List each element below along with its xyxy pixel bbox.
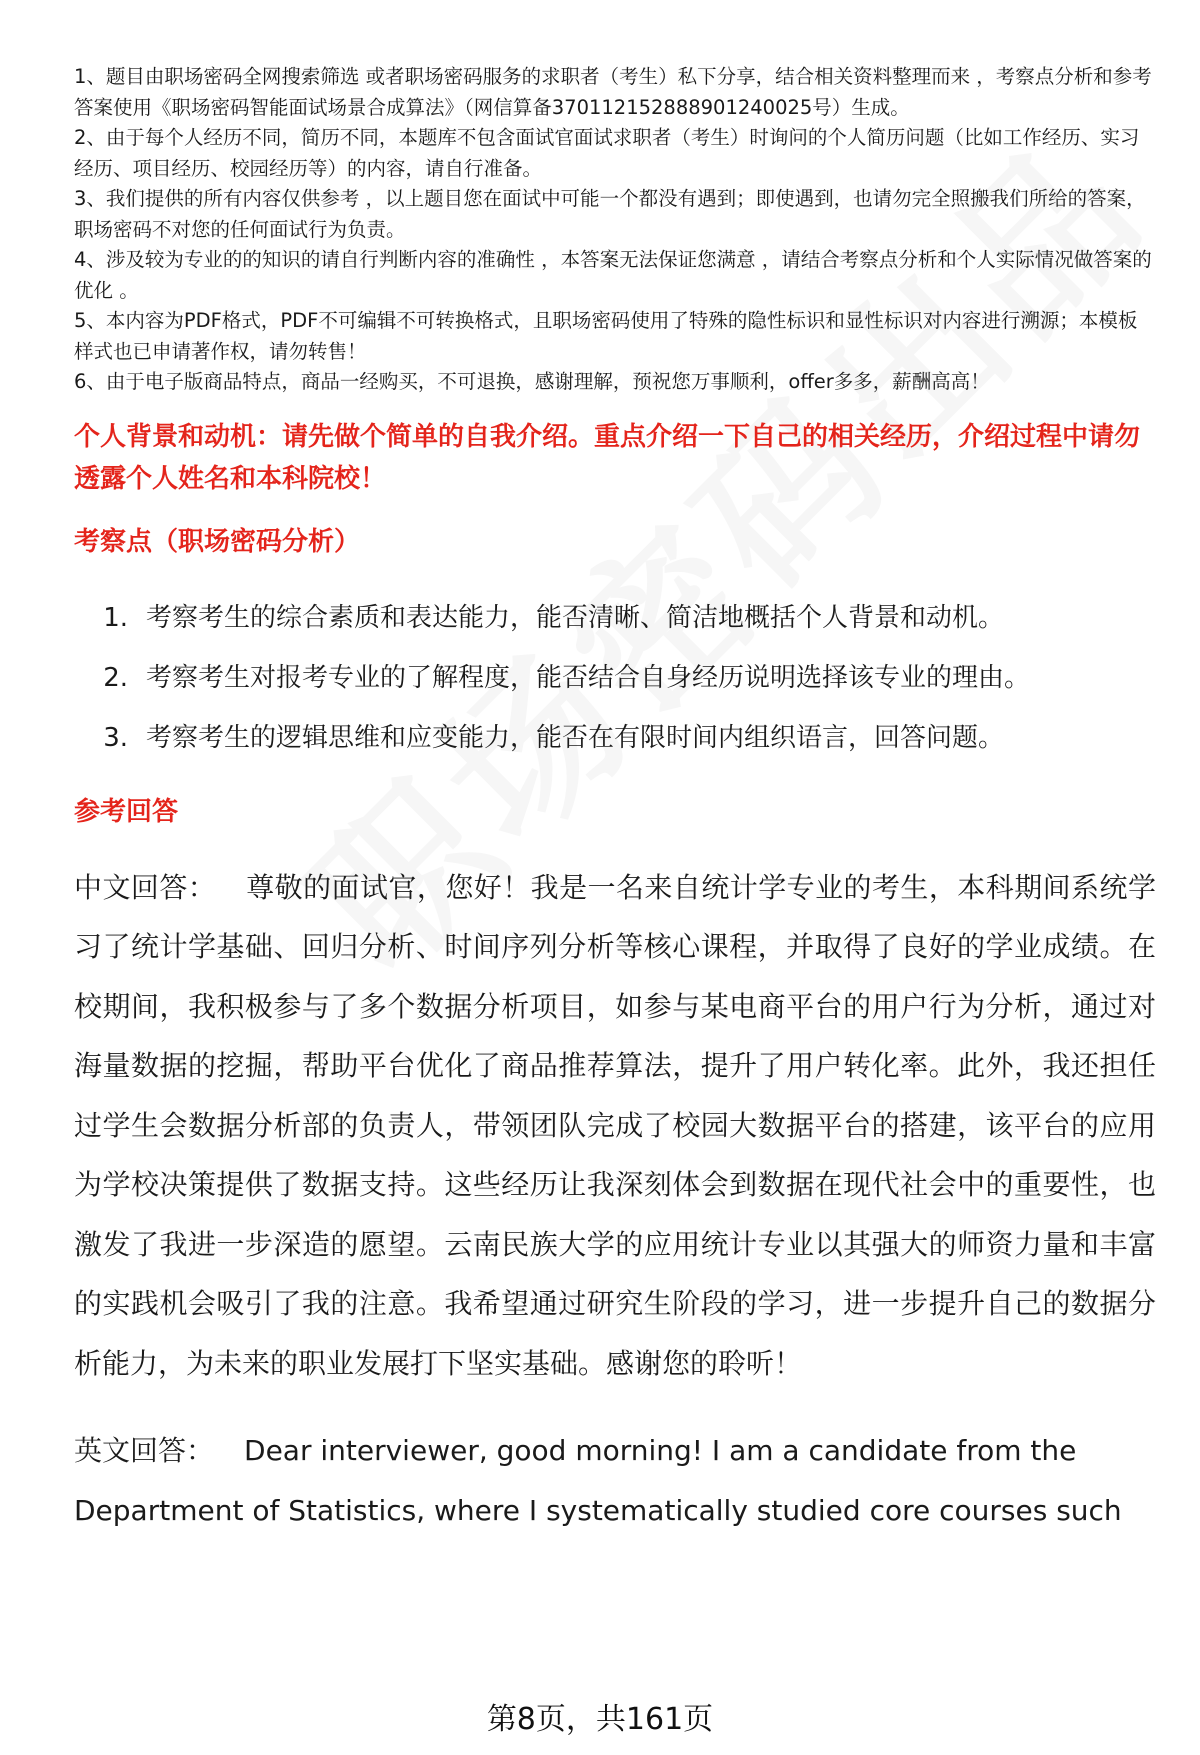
point-number: 2. (103, 662, 128, 693)
note-item: 4、涉及较为专业的的知识的请自行判断内容的准确性 ，本答案无法保证您满意 ，请结合考察点分析和个人实际情况做答案的优化 。 (74, 248, 1152, 302)
answer-heading: 参考回答 (74, 796, 179, 827)
answer-chinese-text: 尊敬的面试官，您好！我是一名来自统计学专业的考生，本科期间系统学习了统计学基础、回归分析、时间序列分析等核心课程，并取得了良好的学业成绩。在校期间，我积极参与了多个数据分析项目，如参与某电商平台的用户行为分析，通过对海量数据的挖掘，帮助平台优化了商品推荐算法，提升了用户转化率。此外，我还担任过学生会数据分析部的负责人，带领团队完成了校园大数据平台的搭建，该平台的应用为学校决策提供了数据支持。这些经历让我深刻体会到数据在现代社会中的重要性，也激发了我进一步深造的愿望。云南民族大学的应用统计专业以其强大的师资力量和丰富的实践机会吸引了我的注意。我希望通过研究生阶段的学习，进一步提升自己的数据分析能力，为未来的职业发展打下坚实基础。感谢您的聆听！ (74, 870, 1156, 1380)
note-item: 6、由于电子版商品特点，商品一经购买，不可退换，感谢理解，预祝您万事顺利，offer多多，薪酬高高！ (74, 370, 990, 393)
page-footer: 第8页，共161页 (486, 1702, 714, 1737)
answer-english-text: Dear interviewer, good morning! I am a candidate from the Department of Statistics, where I systematically studied core courses such (74, 1434, 1122, 1527)
point-text: 考察考生对报考专业的了解程度，能否结合自身经历说明选择该专业的理由。 (146, 662, 1031, 693)
note-item: 1、题目由职场密码全网搜索筛选 或者职场密码服务的求职者（考生）私下分享，结合相关资料整理而来 ，考察点分析和参考答案使用《职场密码智能面试场景合成算法》（网信算备370112152888901240025号）生成。 (74, 65, 1152, 119)
point-text: 考察考生的逻辑思维和应变能力，能否在有限时间内组织语言，回答问题。 (146, 722, 1005, 753)
note-item: 5、本内容为PDF格式，PDF不可编辑不可转换格式，且职场密码使用了特殊的隐性标识和显性标识对内容进行溯源；本模板样式也已申请著作权，请勿转售！ (74, 309, 1138, 363)
analysis-point (74, 648, 1156, 708)
question-title: 个人背景和动机：请先做个简单的自我介绍。重点介绍一下自己的相关经历，介绍过程中请勿透露个人姓名和本科院校！ (74, 421, 1141, 494)
disclaimer-notes (74, 62, 1156, 398)
point-text: 考察考生的综合素质和表达能力，能否清晰、简洁地概括个人背景和动机。 (146, 602, 1005, 633)
analysis-heading: 考察点（职场密码分析） (74, 526, 361, 557)
answer-english-label: 英文回答： (74, 1434, 215, 1467)
answer-chinese (74, 858, 1156, 1394)
analysis-points (74, 588, 1156, 768)
answer-chinese-label: 中文回答： (74, 870, 217, 904)
note-item: 2、由于每个人经历不同，简历不同，本题库不包含面试官面试求职者（考生）时询问的个人简历问题（比如工作经历、实习经历、项目经历、校园经历等）的内容，请自行准备。 (74, 126, 1140, 180)
point-number: 3. (103, 722, 128, 753)
analysis-point (74, 708, 1156, 768)
analysis-point (74, 588, 1156, 648)
answer-english (74, 1421, 1156, 1540)
document-page (74, 62, 1156, 1540)
point-number: 1. (103, 602, 128, 633)
note-item: 3、我们提供的所有内容仅供参考 ，以上题目您在面试中可能一个都没有遇到；即使遇到，也请勿完全照搬我们所给的答案，职场密码不对您的任何面试行为负责。 (74, 187, 1146, 241)
